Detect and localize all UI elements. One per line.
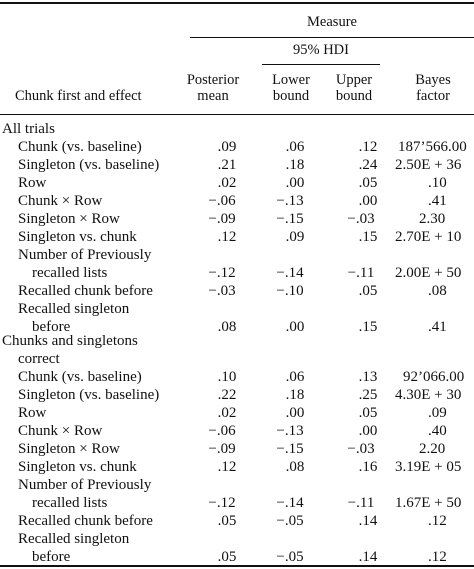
bayes-factor-cell: 3.19E + 05 <box>395 459 462 475</box>
row-label-continued: before <box>32 319 71 335</box>
upper-bound-cell: .05 <box>358 175 378 191</box>
posterior-mean-cell: −.09 <box>208 211 236 227</box>
bayes-factor-cell: 1.67E + 50 <box>395 495 462 511</box>
lower-bound-cell: −.14 <box>276 265 304 281</box>
row-label-continued: recalled lists <box>32 495 108 511</box>
bayes-factor-cell: .41 <box>428 319 447 335</box>
upper-bound-cell: .14 <box>358 549 378 565</box>
lower-bound-cell: −.05 <box>276 513 304 529</box>
bottom-rule <box>0 565 474 567</box>
upper-header-line1: Upper <box>335 72 373 88</box>
upper-bound-cell: −.03 <box>347 211 375 227</box>
posterior-mean-cell: .02 <box>217 405 237 421</box>
lower-header-line2: bound <box>272 88 310 104</box>
posterior-header-line1: Posterior <box>186 72 240 88</box>
header-rule <box>0 114 474 115</box>
lower-bound-cell: .00 <box>285 405 305 421</box>
posterior-mean-cell: −.06 <box>208 193 236 209</box>
lower-bound-cell: .18 <box>285 157 305 173</box>
lower-bound-cell: −.13 <box>276 423 304 439</box>
upper-bound-cell: .05 <box>358 405 378 421</box>
lower-bound-cell: .18 <box>285 387 305 403</box>
posterior-mean-cell: −.12 <box>208 495 236 511</box>
row-label: Singleton (vs. baseline) <box>18 157 160 173</box>
row-label-continued: before <box>32 549 71 565</box>
bayes-factor-cell: 2.30 <box>419 211 446 227</box>
lower-bound-cell: −.15 <box>276 441 304 457</box>
lower-bound-cell: .09 <box>285 229 305 245</box>
bayes-factor-cell: .40 <box>428 423 447 439</box>
row-label-continued: recalled lists <box>32 265 108 281</box>
upper-bound-cell: .14 <box>358 513 378 529</box>
posterior-header-line2: mean <box>197 88 229 104</box>
lower-bound-cell: −.10 <box>276 283 304 299</box>
bayes-header-line2: factor <box>416 88 450 104</box>
upper-bound-cell: .13 <box>358 369 378 385</box>
row-label: Number of Previously <box>18 477 152 493</box>
posterior-mean-cell: −.06 <box>208 423 236 439</box>
lower-bound-cell: .00 <box>285 175 305 191</box>
row-label: Recalled singleton <box>18 301 130 317</box>
posterior-mean-cell: .12 <box>217 459 237 475</box>
bayes-factor-cell: .41 <box>428 193 447 209</box>
stub-header: Chunk first and effect <box>15 88 142 104</box>
posterior-mean-cell: .21 <box>217 157 237 173</box>
upper-header-line2: bound <box>335 88 373 104</box>
row-label: Chunk × Row <box>18 423 103 439</box>
row-label: Recalled chunk before <box>18 283 153 299</box>
hdi-rule <box>262 64 380 65</box>
row-label: Singleton vs. chunk <box>18 459 137 475</box>
row-label: Singleton vs. chunk <box>18 229 137 245</box>
measure-rule <box>190 37 474 38</box>
upper-bound-cell: .25 <box>358 387 378 403</box>
lower-bound-cell: −.13 <box>276 193 304 209</box>
posterior-mean-cell: .10 <box>217 369 237 385</box>
lower-header-line1: Lower <box>272 72 310 88</box>
bayes-factor-cell: 2.00E + 50 <box>395 265 462 281</box>
row-label: Number of Previously <box>18 247 152 263</box>
posterior-mean-cell: .22 <box>217 387 237 403</box>
row-label: Chunk (vs. baseline) <box>18 139 142 155</box>
upper-bound-cell: −.03 <box>347 441 375 457</box>
row-label: Recalled chunk before <box>18 513 153 529</box>
bayes-factor-cell: .09 <box>428 405 447 421</box>
upper-bound-cell: −.11 <box>347 495 375 511</box>
row-label: Recalled singleton <box>18 531 130 547</box>
lower-bound-cell: −.15 <box>276 211 304 227</box>
row-label: Chunk × Row <box>18 193 103 209</box>
upper-bound-cell: .24 <box>358 157 378 173</box>
lower-bound-cell: −.14 <box>276 495 304 511</box>
posterior-mean-cell: .05 <box>217 549 237 565</box>
upper-bound-cell: .16 <box>358 459 378 475</box>
bayes-factor-cell: 92’066.00 <box>403 369 465 385</box>
upper-bound-cell: .12 <box>358 139 378 155</box>
bayes-factor-cell: 2.50E + 36 <box>395 157 462 173</box>
section-title-all-trials: All trials <box>2 121 55 137</box>
lower-bound-cell: .06 <box>285 139 305 155</box>
bayes-factor-cell: .10 <box>428 175 447 191</box>
upper-bound-cell: .05 <box>358 283 378 299</box>
lower-bound-cell: −.05 <box>276 549 304 565</box>
measure-header: Measure <box>307 14 357 30</box>
bayes-header-line1: Bayes <box>415 72 451 88</box>
row-label: Row <box>18 405 47 421</box>
bayes-factor-cell: .08 <box>428 283 447 299</box>
posterior-mean-cell: .09 <box>217 139 237 155</box>
row-label: Singleton × Row <box>18 211 120 227</box>
posterior-mean-cell: .12 <box>217 229 237 245</box>
bayes-factor-cell: 2.20 <box>419 441 446 457</box>
bayes-factor-cell: 187’566.00 <box>398 139 467 155</box>
upper-bound-cell: .15 <box>358 229 378 245</box>
bayes-factor-cell: 4.30E + 30 <box>395 387 462 403</box>
section-title-chunks-singletons-correct: Chunks and singletons <box>2 333 138 349</box>
posterior-mean-cell: .08 <box>217 319 237 335</box>
posterior-mean-cell: .05 <box>217 513 237 529</box>
posterior-mean-cell: −.03 <box>208 283 236 299</box>
bayes-factor-cell: 2.70E + 10 <box>395 229 462 245</box>
lower-bound-cell: .08 <box>285 459 305 475</box>
row-label: Row <box>18 175 47 191</box>
hdi-header: 95% HDI <box>293 42 349 58</box>
upper-bound-cell: .15 <box>358 319 378 335</box>
upper-bound-cell: .00 <box>358 193 378 209</box>
bayes-factor-cell: .12 <box>428 513 447 529</box>
upper-bound-cell: .00 <box>358 423 378 439</box>
row-label: Singleton (vs. baseline) <box>18 387 160 403</box>
lower-bound-cell: .06 <box>285 369 305 385</box>
posterior-mean-cell: −.09 <box>208 441 236 457</box>
bayes-factor-cell: .12 <box>428 549 447 565</box>
row-label: Singleton × Row <box>18 441 120 457</box>
row-label: Chunk (vs. baseline) <box>18 369 142 385</box>
posterior-mean-cell: .02 <box>217 175 237 191</box>
posterior-mean-cell: −.12 <box>208 265 236 281</box>
lower-bound-cell: .00 <box>285 319 305 335</box>
section-title-continued: correct <box>18 351 60 367</box>
upper-bound-cell: −.11 <box>347 265 375 281</box>
top-rule <box>0 2 474 4</box>
